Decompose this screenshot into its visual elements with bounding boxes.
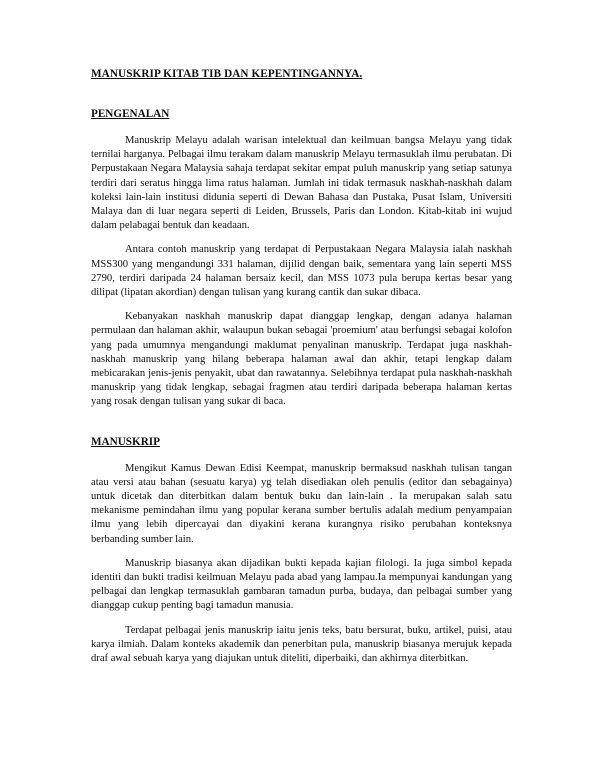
document-title: MANUSKRIP KITAB TIB DAN KEPENTINGANNYA. [91, 68, 363, 80]
section-pengenalan [91, 108, 512, 410]
section-heading-manuskrip: MANUSKRIP [91, 435, 160, 448]
section-spacer [91, 420, 512, 436]
section-manuskrip [91, 436, 512, 667]
paragraph: Kebanyakan naskhah manuskrip dapat dianggap lengkap, dengan adanya halaman permulaan dan halaman akhir, walaupun bukan sebagai 'proemium' atau berfungsi sebagai kolofon yang pada umumnya mengandungi maklumat penyalinan manuskrip. Terdapat juga naskhah-naskhah manuskrip yang hilang beberapa halaman awal dan akhir, tetapi lengkap dalam mebicarakan jenis-jenis penyakit, ubat dan rawatannya. Selebihnya terdapat pula naskhah-naskhah manuskrip yang tidak lengkap, sebagai fragmen atau terdiri daripada beberapa halaman kertas yang rosak dengan tulisan yang sukar di baca. [91, 311, 512, 408]
paragraph: Antara contoh manuskrip yang terdapat di Perpustakaan Negara Malaysia ialah naskhah MSS300 yang mengandungi 331 halaman, dijilid dengan baik, sementara yang lain seperti MSS 2790, terdiri daripada 24 halaman bersaiz kecil, dan MSS 1073 pula berupa kertas besar yang dilipat (lipatan akordian) dengan tulisan yang kurang cantik dan sukar dibaca. [91, 244, 512, 299]
paragraph: Manuskrip biasanya akan dijadikan bukti kepada kajian filologi. Ia juga simbol kepada identiti dan bukti tradisi keilmuan Melayu pada abad yang lampau.Ia mempunyai kandungan yang pelbagai dan lengkap termasuklah gambaran tamadun purba, budaya, dan pelbagai sumber yang dianggap cukup penting bagi tamadun manusia. [91, 557, 512, 612]
paragraph: Manuskrip Melayu adalah warisan intelektual dan keilmuan bangsa Melayu yang tidak ternilai harganya. Pelbagai ilmu terakam dalam manuskrip Melayu termasuklah ilmu perubatan. Di Perpustakaan Negara Malaysia sahaja terdapat sekitar empat puluh manuskrip yang setiap satunya terdiri dari seratus hingga lima ratus halaman. Jumlah ini tidak termasuk naskhah-naskhah dalam koleksi lain-lain institusi didunia seperti di Dewan Bahasa dan Pustaka, Pusat Islam, Universiti Malaya dan di luar negara seperti di Leiden, Brussels, Paris dan London. Kitab-kitab ini wujud dalam pelabagai bentuk dan keadaan. [91, 135, 512, 232]
section-heading-pengenalan: PENGENALAN [91, 108, 170, 120]
paragraph: Terdapat pelbagai jenis manuskrip iaitu jenis teks, batu bersurat, buku, artikel, puisi, atau karya ilmiah. Dalam konteks akademik dan penerbitan pula, manuskrip biasanya merujuk kepada draf awal sebuah karya yang diajukan untuk diteliti, diperbaiki, dan akhirnya diterbitkan. [91, 624, 512, 665]
paragraph: Mengikut Kamus Dewan Edisi Keempat, manuskrip bermaksud naskhah tulisan tangan atau versi atau bahan (sesuatu karya) yg telah disediakan oleh penulis (editor dan sebagainya) untuk dicetak dan diterbitkan dalam bentuk buku dan lain-lain . Ia merupakan salah satu mekanisme pemindahan ilmu yang popular kerana sumber bertulis adalah medium penyampaian ilmu yang lebih dipercayai dan diyakini kerana kurangnya risiko perubahan konteksnya berbanding sumber lain. [91, 462, 512, 545]
